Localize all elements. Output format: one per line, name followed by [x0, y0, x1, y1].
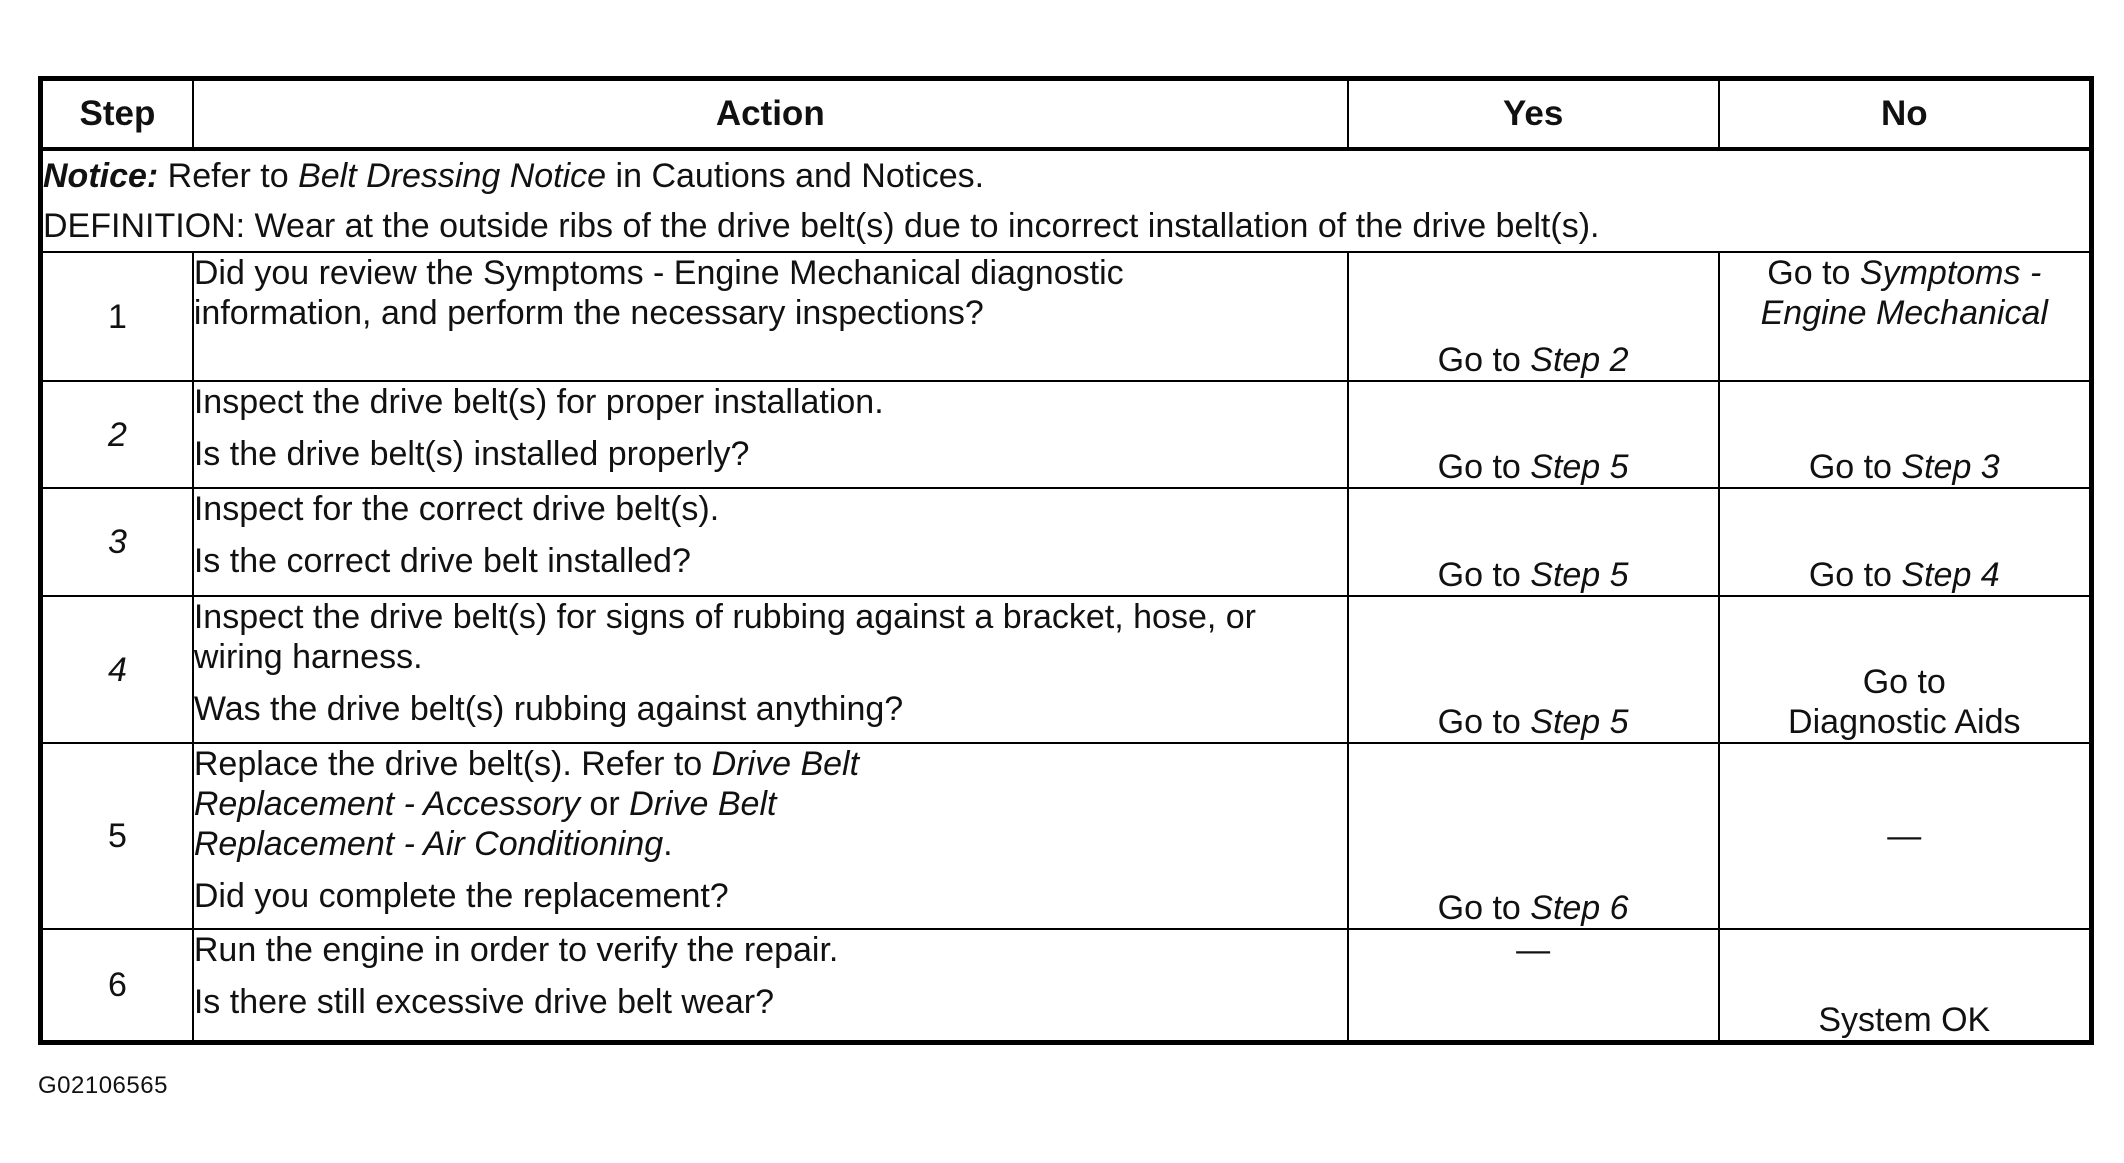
table-row [41, 381, 2092, 488]
action-text-3: . [663, 825, 673, 863]
yes-cell [1348, 488, 1719, 596]
no-cell [1719, 488, 2092, 596]
action-cell [193, 252, 1348, 381]
action-question: Is the drive belt(s) installed properly? [193, 435, 750, 473]
no-prefix: Go to [1767, 254, 1860, 292]
no-step-link[interactable]: Step 3 [1901, 448, 2000, 486]
action-cell [193, 743, 1348, 929]
yes-cell [1348, 743, 1719, 929]
action-text-2: or [579, 785, 630, 823]
action-text-1: Replace the drive belt(s). Refer to [193, 745, 712, 783]
yes-prefix: Go to [1437, 703, 1531, 741]
no-result: System OK [1818, 1000, 1991, 1039]
notice-link[interactable]: Belt Dressing Notice [298, 157, 607, 195]
action-cell [193, 381, 1348, 488]
yes-step-link[interactable]: Step 6 [1530, 889, 1629, 927]
yes-prefix: Go to [1437, 448, 1531, 486]
header-action: Action [193, 79, 1348, 150]
no-prefix: Go to [1808, 556, 1902, 594]
notice-text-2: in Cautions and Notices. [606, 157, 985, 195]
step-number: 1 [41, 252, 193, 381]
yes-step-link[interactable]: Step 5 [1530, 703, 1629, 741]
action-text: Did you review the Symptoms - Engine Mechanical diagnostic information, and perform the necessary inspections? [193, 254, 1124, 332]
notice-text-1: Refer to [158, 157, 299, 195]
definition-line: DEFINITION: Wear at the outside ribs of the drive belt(s) due to incorrect installation of the drive belt(s). [43, 207, 1600, 245]
yes-cell [1348, 381, 1719, 488]
action-question: Was the drive belt(s) rubbing against anything? [193, 690, 904, 728]
figure-id: G02106565 [38, 1072, 168, 1099]
step-number: 2 [41, 381, 193, 488]
action-text: Inspect the drive belt(s) for signs of rubbing against a bracket, hose, or wiring harness. [193, 598, 1256, 676]
step-number: 4 [41, 596, 193, 743]
yes-cell [1348, 929, 1719, 1042]
table-row [41, 929, 2092, 1042]
notice-cell [41, 149, 2092, 252]
no-cell [1719, 743, 2092, 929]
no-cell [1719, 381, 2092, 488]
notice-label: Notice: [43, 157, 159, 195]
action-cell [193, 596, 1348, 743]
ac-belt-link[interactable]: Drive Belt Replacement - Air Conditioning [193, 785, 777, 863]
notice-row [41, 149, 2092, 252]
action-text: Inspect for the correct drive belt(s). [193, 490, 720, 528]
no-line-1: Go to [1862, 663, 1946, 701]
table-row [41, 488, 2092, 596]
action-text [194, 744, 1347, 864]
no-step-link[interactable]: Step 4 [1901, 556, 2000, 594]
action-text: Inspect the drive belt(s) for proper installation. [193, 383, 884, 421]
no-cell [1719, 929, 2092, 1042]
action-question: Is there still excessive drive belt wear? [193, 983, 774, 1021]
yes-step-link[interactable]: Step 5 [1530, 448, 1629, 486]
no-prefix: Go to [1808, 448, 1902, 486]
diagnostic-table [38, 76, 2094, 1045]
yes-step-link[interactable]: Step 2 [1530, 341, 1629, 379]
no-cell [1719, 596, 2092, 743]
table-row [41, 743, 2092, 929]
yes-prefix: Go to [1437, 556, 1531, 594]
yes-cell [1348, 252, 1719, 381]
header-yes: Yes [1348, 79, 1719, 150]
no-diagnostic-aids-link[interactable]: Diagnostic Aids [1788, 703, 2021, 741]
action-cell [193, 488, 1348, 596]
action-question: Is the correct drive belt installed? [193, 542, 691, 580]
table-row [41, 252, 2092, 381]
notice-line [43, 151, 2089, 201]
yes-prefix: Go to [1437, 341, 1531, 379]
no-symptoms-link[interactable]: Symptoms - Engine Mechanical [1760, 254, 2048, 332]
step-number: 6 [41, 929, 193, 1042]
header-no: No [1719, 79, 2092, 150]
yes-cell [1348, 596, 1719, 743]
yes-dash: — [1516, 931, 1551, 969]
action-question: Did you complete the replacement? [193, 877, 729, 915]
yes-step-link[interactable]: Step 5 [1530, 556, 1629, 594]
step-number: 5 [41, 743, 193, 929]
header-step: Step [41, 79, 193, 150]
no-cell [1719, 252, 2092, 381]
action-cell [193, 929, 1348, 1042]
yes-prefix: Go to [1437, 889, 1531, 927]
no-dash: — [1887, 817, 1922, 855]
header-row [41, 79, 2092, 150]
step-number: 3 [41, 488, 193, 596]
accessory-belt-link[interactable]: Drive Belt Replacement - Accessory [193, 745, 860, 823]
action-text: Run the engine in order to verify the repair. [193, 931, 839, 969]
table-row [41, 596, 2092, 743]
